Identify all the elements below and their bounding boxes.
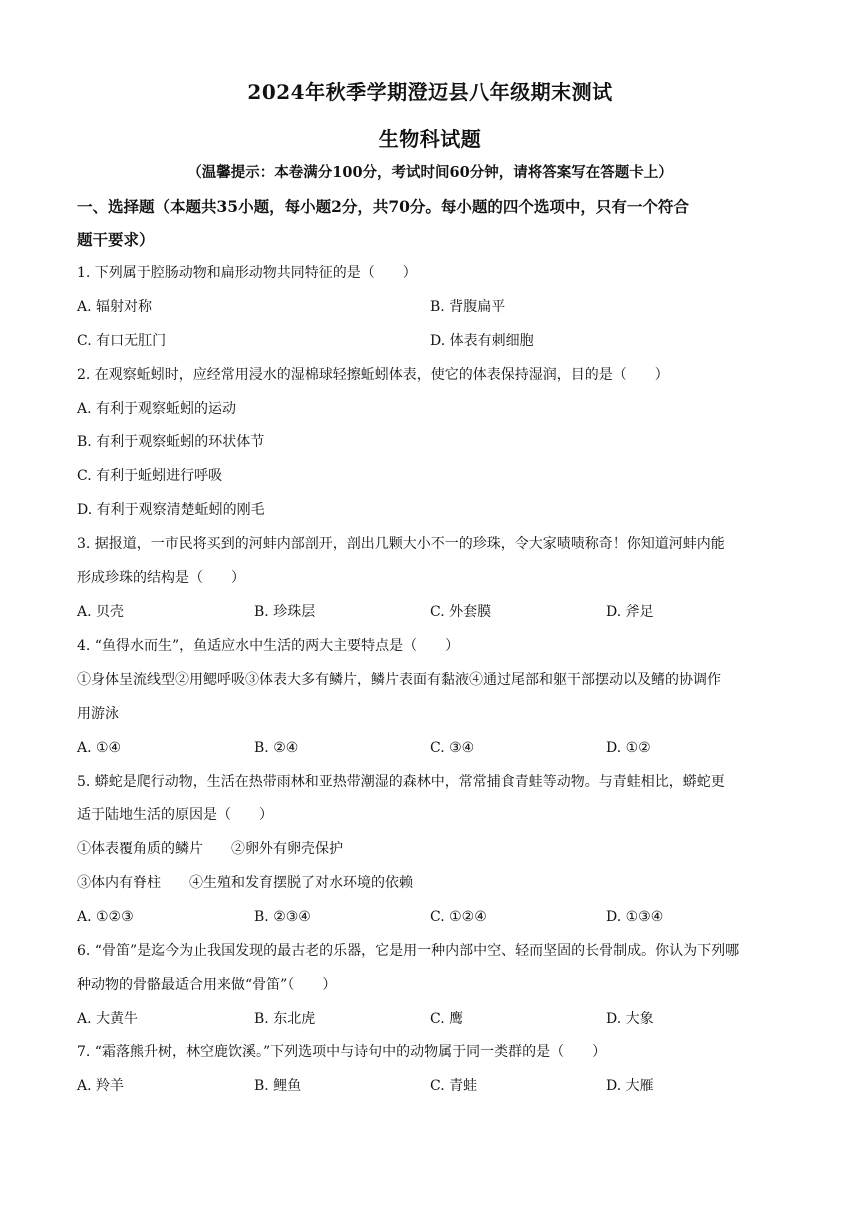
- q2-option-d: D. 有利于观察清楚蚯蚓的刚毛: [77, 502, 265, 518]
- q4-option-c: C. ③④: [430, 740, 475, 756]
- q1-option-d: D. 体表有刺细胞: [430, 333, 534, 349]
- q5-option-b: B. ②③④: [254, 909, 311, 925]
- q2-option-b: B. 有利于观察蚯蚓的环状体节: [77, 434, 265, 450]
- q4-option-b: B. ②④: [254, 740, 299, 756]
- q7-option-c: C. 青蛙: [430, 1078, 478, 1094]
- q2-option-a: A. 有利于观察蚯蚓的运动: [77, 401, 237, 417]
- q1-option-c: C. 有口无肛门: [77, 333, 167, 349]
- q1-option-b: B. 背腹扁平: [430, 299, 506, 315]
- q3-option-b: B. 珍珠层: [254, 604, 316, 620]
- page-title: 2024年秋季学期澄迈县八年级期末测试: [247, 80, 613, 104]
- q6-stem-line-1: 6. “骨笛”是迄今为止我国发现的最古老的乐器，它是用一种内部中空、轻而坚固的长骨制成。你认为下列哪: [77, 943, 740, 959]
- page-subtitle: 生物科试题: [378, 127, 482, 151]
- q3-stem-line-1: 3. 据报道，一市民将买到的河蚌内部剖开，剖出几颗大小不一的珍珠，令大家啧啧称奇！你知道河蚌内能: [77, 536, 725, 552]
- q4-stem-line-1: 4. “鱼得水而生”，鱼适应水中生活的两大主要特点是（ ）: [77, 638, 460, 654]
- q4-stem-line-3: 用游泳: [77, 706, 119, 722]
- q1-stem: 1. 下列属于腔肠动物和扁形动物共同特征的是（ ）: [77, 265, 417, 281]
- q3-option-c: C. 外套膜: [430, 604, 492, 620]
- q6-option-c: C. 鹰: [430, 1011, 464, 1027]
- q3-option-d: D. 斧足: [606, 604, 654, 620]
- section-heading-line-1: 一、选择题（本题共35小题，每小题2分，共70分。每小题的四个选项中，只有一个符合: [77, 197, 689, 216]
- q5-option-d: D. ①③④: [606, 909, 664, 925]
- q7-option-d: D. 大雁: [606, 1078, 654, 1094]
- q7-option-b: B. 鲤鱼: [254, 1078, 302, 1094]
- q6-option-a: A. 大黄牛: [77, 1011, 139, 1027]
- q5-stem-line-2: 适于陆地生活的原因是（ ）: [77, 807, 273, 823]
- q7-stem: 7. “霜落熊升树，林空鹿饮溪。”下列选项中与诗句中的动物属于同一类群的是（ ）: [77, 1044, 607, 1060]
- q7-option-a: A. 羚羊: [77, 1078, 125, 1094]
- q5-stem-line-3: ①体表覆角质的鳞片 ②卵外有卵壳保护: [77, 841, 343, 857]
- q2-stem: 2. 在观察蚯蚓时，应经常用浸水的湿棉球轻擦蚯蚓体表，使它的体表保持湿润，目的是（ ）: [77, 367, 669, 383]
- q4-option-a: A. ①④: [77, 740, 122, 756]
- q5-option-a: A. ①②③: [77, 909, 134, 925]
- q6-stem-line-2: 种动物的骨骼最适合用来做“骨笛”（ ）: [77, 977, 337, 993]
- q3-option-a: A. 贝壳: [77, 604, 125, 620]
- q6-option-b: B. 东北虎: [254, 1011, 316, 1027]
- q1-option-a: A. 辐射对称: [77, 299, 153, 315]
- q4-stem-line-2: ①身体呈流线型②用鳃呼吸③体表大多有鳞片，鳞片表面有黏液④通过尾部和躯干部摆动以及鳍的协调作: [77, 672, 721, 688]
- q3-stem-line-2: 形成珍珠的结构是（ ）: [77, 570, 245, 586]
- q2-option-c: C. 有利于蚯蚓进行呼吸: [77, 468, 223, 484]
- q5-option-c: C. ①②④: [430, 909, 487, 925]
- q5-stem-line-4: ③体内有脊柱 ④生殖和发育摆脱了对水环境的依赖: [77, 875, 413, 891]
- q6-option-d: D. 大象: [606, 1011, 654, 1027]
- q5-stem-line-1: 5. 蟒蛇是爬行动物，生活在热带雨林和亚热带潮湿的森林中，常常捕食青蛙等动物。与青蛙相比，蟒蛇更: [77, 774, 725, 790]
- exam-notice: （温馨提示：本卷满分100分，考试时间60分钟，请将答案写在答题卡上）: [187, 164, 673, 181]
- q4-option-d: D. ①②: [606, 740, 651, 756]
- section-heading-line-2: 题干要求）: [77, 230, 155, 249]
